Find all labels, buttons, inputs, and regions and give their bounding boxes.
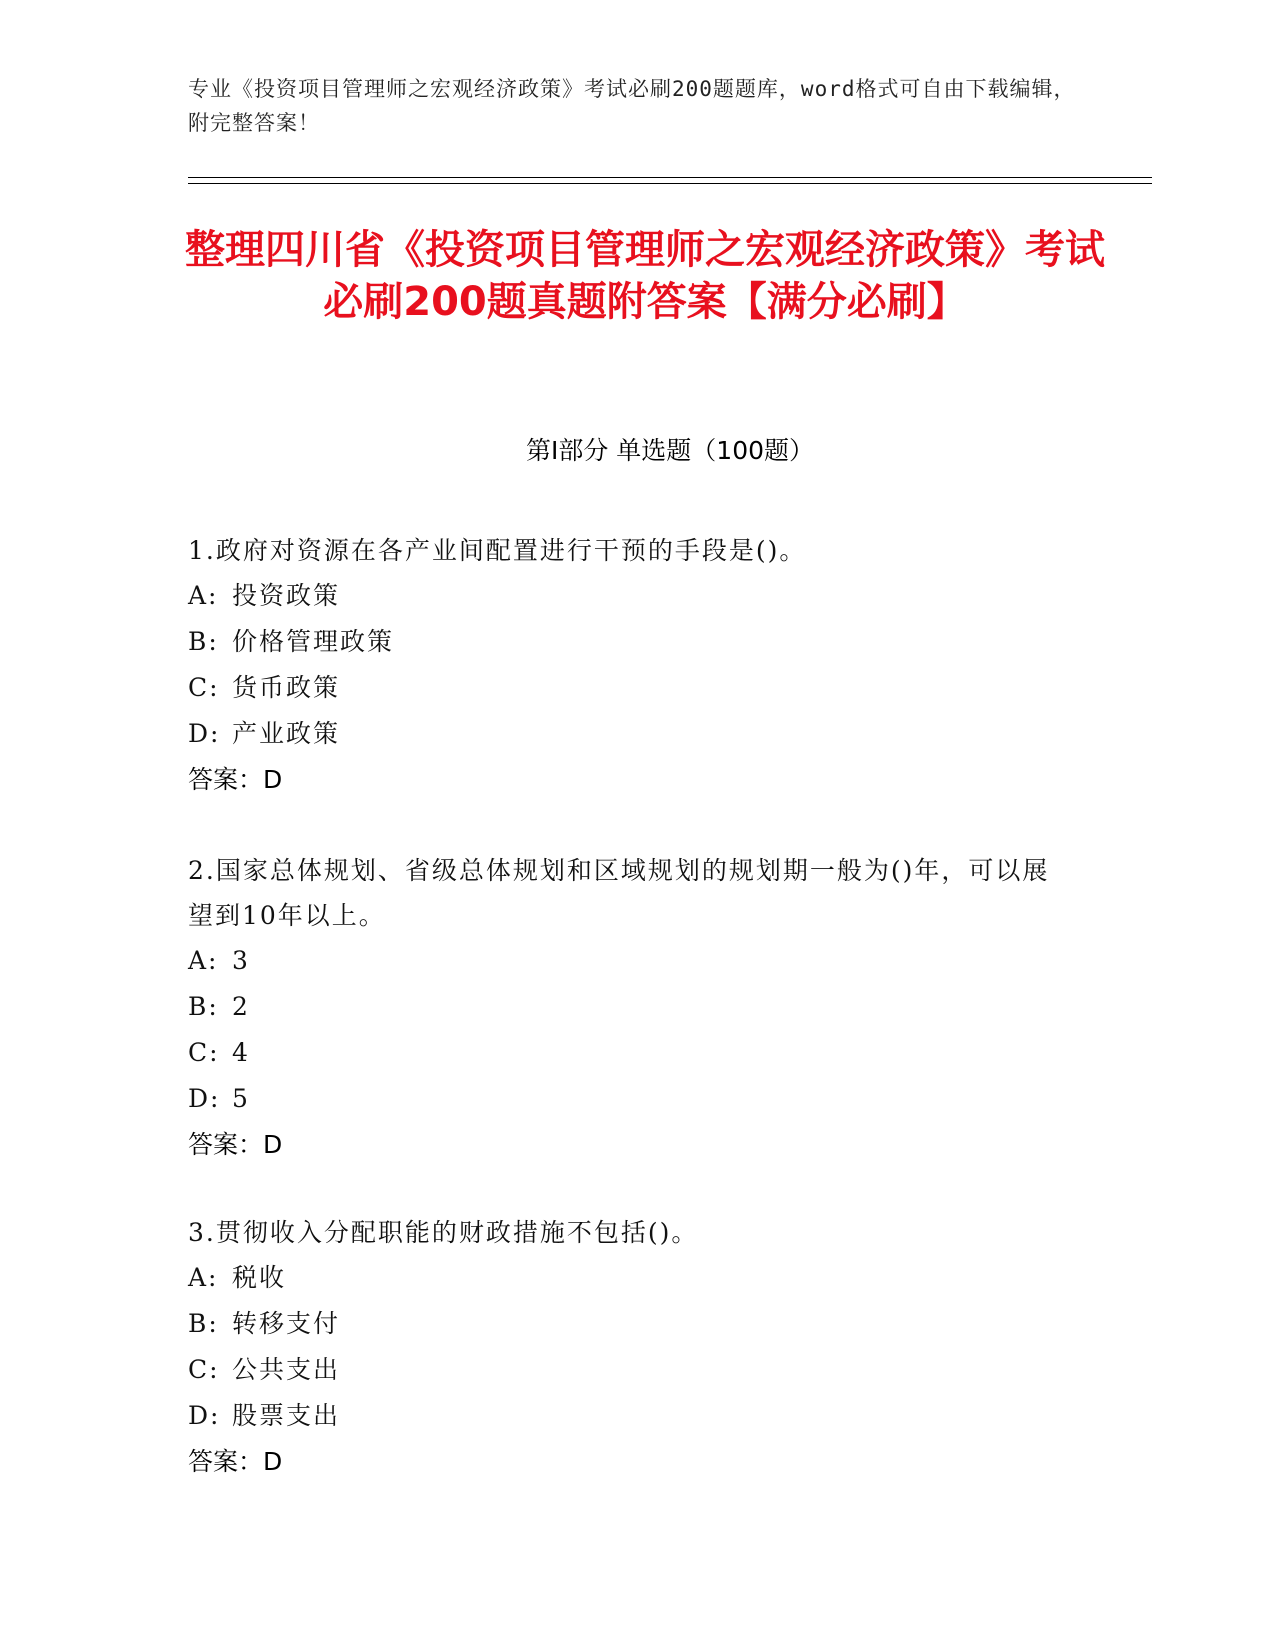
header-rule-bottom [188, 183, 1152, 184]
option-label: A: [188, 581, 219, 610]
option-c [188, 665, 1068, 711]
option-text: 投资政策 [232, 581, 341, 610]
option-label: C: [188, 1038, 220, 1067]
option-a [188, 573, 1068, 619]
option-text: 货币政策 [232, 673, 341, 702]
answer: 答案：D [188, 765, 283, 794]
option-b [188, 619, 1068, 665]
option-a [188, 938, 1068, 984]
question-stem: 3.贯彻收入分配职能的财政措施不包括()。 [188, 1218, 699, 1247]
section-title: 第I部分 单选题（100题） [525, 436, 815, 465]
option-label: B: [188, 1309, 219, 1338]
header-rule-top [188, 177, 1152, 178]
option-label: C: [188, 1355, 220, 1384]
answer: 答案：D [188, 1130, 283, 1159]
option-text: 5 [232, 1084, 250, 1113]
option-b [188, 984, 1068, 1030]
question-3 [188, 1210, 1068, 1485]
option-text: 公共支出 [232, 1355, 341, 1384]
option-text: 3 [232, 946, 250, 975]
question-2 [188, 848, 1068, 1168]
option-text: 税收 [232, 1263, 287, 1292]
option-label: C: [188, 673, 220, 702]
option-c [188, 1347, 1068, 1393]
option-label: D: [188, 719, 221, 748]
option-b [188, 1301, 1068, 1347]
option-text: 转移支付 [232, 1309, 341, 1338]
question-stem: 1.政府对资源在各产业间配置进行干预的手段是()。 [188, 536, 807, 565]
option-text: 产业政策 [232, 719, 341, 748]
question-stem: 2.国家总体规划、省级总体规划和区域规划的规划期一般为()年，可以展望到10年以上。 [188, 856, 1050, 930]
answer: 答案：D [188, 1447, 283, 1476]
header-note: 专业《投资项目管理师之宏观经济政策》考试必刷200题题库，word格式可自由下载编辑，附完整答案！ [188, 77, 1076, 135]
option-text: 价格管理政策 [232, 627, 395, 656]
option-d [188, 1076, 1068, 1122]
document-title: 整理四川省《投资项目管理师之宏观经济政策》考试必刷200题真题附答案【满分必刷】 [185, 227, 1105, 325]
question-1 [188, 528, 1068, 803]
option-label: A: [188, 1263, 219, 1292]
option-label: D: [188, 1401, 221, 1430]
option-a [188, 1255, 1068, 1301]
option-text: 4 [232, 1038, 250, 1067]
option-text: 2 [232, 992, 250, 1021]
option-label: A: [188, 946, 219, 975]
option-text: 股票支出 [232, 1401, 341, 1430]
option-label: B: [188, 992, 219, 1021]
option-d [188, 1393, 1068, 1439]
option-c [188, 1030, 1068, 1076]
option-label: D: [188, 1084, 221, 1113]
option-label: B: [188, 627, 219, 656]
option-d [188, 711, 1068, 757]
